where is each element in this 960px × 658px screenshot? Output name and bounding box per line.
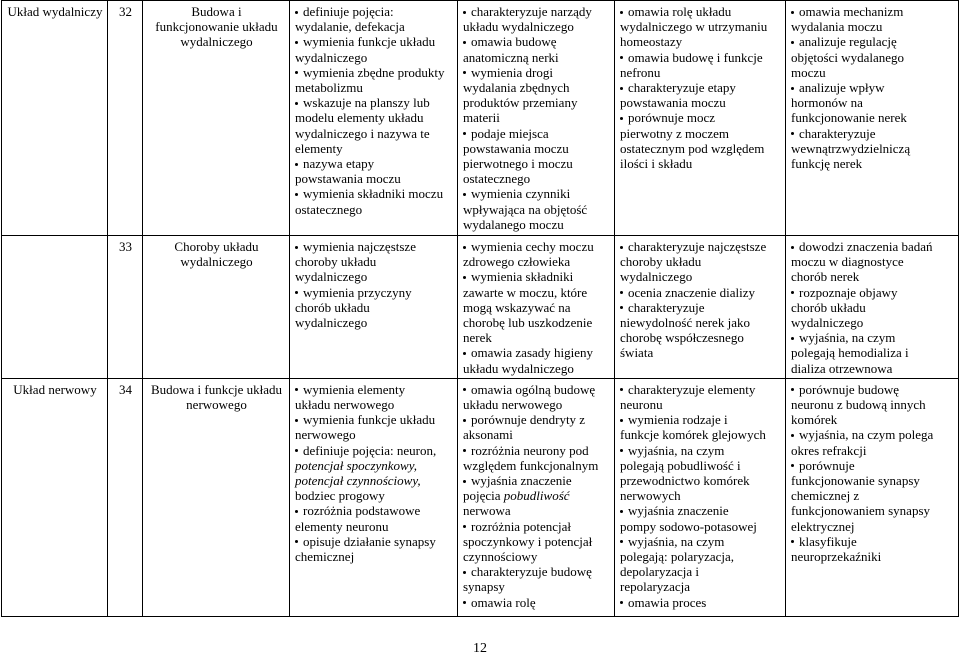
- requirement-bullet: [620, 503, 781, 518]
- bullet-dot-icon: [791, 337, 794, 340]
- requirement-text: wyjaśnia, na czym: [799, 330, 896, 346]
- requirement-bullet: [463, 443, 610, 458]
- requirement-continuation: [463, 488, 610, 503]
- requirement-continuation: chemicznej: [295, 549, 355, 565]
- requirement-text: omawia ogólną budowę: [471, 381, 596, 397]
- bullet-dot-icon: [791, 87, 794, 90]
- requirement-bullet: [620, 382, 781, 397]
- requirement-bullet: [620, 412, 781, 427]
- bullet-dot-icon: [295, 41, 298, 44]
- requirement-text: charakteryzuje najczęstsze: [628, 239, 767, 254]
- requirement-bullet: [463, 65, 610, 80]
- requirement-text: wymienia składniki: [471, 269, 574, 285]
- requirement-continuation: funkcjonowanie nerek: [791, 110, 907, 126]
- bullet-dot-icon: [295, 449, 298, 452]
- bullet-dot-icon: [791, 540, 794, 543]
- section-cell: Układ nerwowy: [2, 378, 108, 616]
- requirement-text: wymienia rodzaje i: [628, 412, 728, 428]
- requirement-continuation: materii: [463, 110, 500, 126]
- section-cell: [2, 236, 108, 379]
- requirement-text: analizuje regulację: [799, 34, 897, 50]
- requirements-cell-col2: [458, 1, 615, 236]
- requirement-text: wymienia funkcje układu: [303, 34, 436, 50]
- requirement-continuation: wewnątrzwydzielniczą: [791, 140, 911, 156]
- requirement-continuation: moczu w diagnostyce: [791, 254, 904, 270]
- table-row: [2, 378, 959, 616]
- requirements-cell-col4: [786, 1, 959, 236]
- requirement-bullet: [463, 269, 610, 284]
- requirements-cell-col4: [786, 378, 959, 616]
- requirement-text: wskazuje na planszy lub: [303, 95, 430, 111]
- requirement-continuation: pompy sodowo-potasowej: [620, 518, 757, 534]
- requirement-bullet: [620, 4, 781, 19]
- requirement-text: wymienia drogi: [471, 64, 553, 80]
- bullet-dot-icon: [620, 306, 623, 309]
- requirement-text: definiuje pojęcia:: [303, 4, 394, 19]
- requirement-continuation: wydalniczego: [295, 315, 368, 331]
- requirement-bullet: [791, 427, 954, 442]
- requirement-text: wyjaśnia, na czym: [628, 533, 725, 549]
- requirement-text: omawia budowę i funkcje: [628, 49, 763, 65]
- bullet-dot-icon: [463, 352, 466, 355]
- requirement-text: rozróżnia potencjał: [471, 518, 571, 534]
- requirement-continuation: funkcje komórek glejowych: [620, 427, 766, 443]
- requirement-bullet: [463, 345, 610, 360]
- requirement-continuation: wydalanego moczu: [463, 216, 564, 232]
- requirements-cell-col3: [615, 1, 786, 236]
- bullet-dot-icon: [620, 449, 623, 452]
- requirement-bullet: [463, 239, 610, 254]
- requirement-term: potencjał spoczynkowy,: [295, 457, 418, 473]
- requirement-continuation: wydalania zbędnych: [463, 80, 570, 96]
- requirement-continuation: wydalniczego w utrzymaniu: [620, 19, 768, 35]
- lesson-number: 34: [108, 378, 143, 616]
- requirement-continuation: chorób układu: [791, 299, 866, 315]
- requirement-continuation: nefronu: [620, 64, 661, 80]
- requirement-text: omawia budowę: [471, 34, 557, 50]
- curriculum-table: [1, 0, 959, 617]
- requirement-continuation: przewodnictwo komórek: [620, 473, 750, 489]
- bullet-dot-icon: [791, 11, 794, 14]
- requirement-continuation: komórek: [791, 412, 838, 428]
- requirement-text: klasyfikuje: [799, 533, 857, 549]
- requirement-text: charakteryzuje narządy: [471, 4, 592, 19]
- requirement-text: rozróżnia neurony pod: [471, 442, 589, 458]
- bullet-dot-icon: [463, 525, 466, 528]
- bullet-dot-icon: [463, 571, 466, 574]
- bullet-dot-icon: [620, 540, 623, 543]
- requirement-continuation: ostatecznego: [463, 171, 531, 187]
- requirement-continuation: świata: [620, 345, 654, 361]
- bullet-dot-icon: [295, 11, 298, 14]
- bullet-dot-icon: [295, 163, 298, 166]
- requirement-bullet: [295, 443, 453, 458]
- bullet-dot-icon: [791, 291, 794, 294]
- requirement-continuation: moczu: [791, 64, 826, 80]
- requirement-text: podaje miejsca: [471, 125, 549, 141]
- bullet-dot-icon: [791, 388, 794, 391]
- requirement-bullet: [463, 34, 610, 49]
- bullet-dot-icon: [463, 601, 466, 604]
- requirement-continuation: czynnościowy: [463, 549, 538, 565]
- table-row: [2, 1, 959, 236]
- requirement-continuation: wydalanie, defekacja: [295, 19, 405, 35]
- requirement-text: wymienia cechy moczu: [471, 239, 594, 254]
- bullet-dot-icon: [295, 291, 298, 294]
- requirement-text: wymienia czynniki: [471, 186, 571, 202]
- requirement-bullet: [463, 382, 610, 397]
- requirement-bullet: [463, 412, 610, 427]
- requirement-text: wyjaśnia, na czym: [628, 442, 725, 458]
- lesson-number: 32: [108, 1, 143, 236]
- bullet-dot-icon: [463, 11, 466, 14]
- requirement-bullet: [463, 186, 610, 201]
- requirement-continuation: neuronu z budową innych: [791, 397, 926, 413]
- requirement-bullet: [620, 110, 781, 125]
- lesson-topic: Budowa i funkcjonowanie układu wydalniczego: [143, 1, 290, 236]
- requirement-text: omawia zasady higieny: [471, 345, 594, 361]
- requirement-text: charakteryzuje budowę: [471, 564, 592, 580]
- requirement-text: wymienia funkcje układu: [303, 412, 436, 428]
- lesson-topic: Choroby układu wydalniczego: [143, 236, 290, 379]
- requirement-continuation: układu nerwowego: [463, 397, 563, 413]
- requirement-term: potencjał czynnościowy,: [295, 473, 421, 489]
- bullet-dot-icon: [463, 246, 466, 249]
- requirement-bullet: [791, 239, 954, 254]
- bullet-dot-icon: [791, 246, 794, 249]
- requirement-continuation: depolaryzacja i: [620, 564, 700, 580]
- requirements-cell-col1: [290, 1, 458, 236]
- requirement-continuation: powstawania moczu: [463, 140, 569, 156]
- requirement-continuation: bodziec progowy: [295, 488, 385, 504]
- requirement-continuation: chemicznej z: [791, 488, 860, 504]
- requirement-continuation: zdrowego człowieka: [463, 254, 571, 270]
- requirement-bullet: [463, 595, 610, 610]
- requirement-continuation: wydalniczego: [791, 315, 864, 331]
- requirement-text: porównuje: [799, 457, 855, 473]
- bullet-dot-icon: [620, 510, 623, 513]
- requirement-continuation: ilości i składu: [620, 156, 693, 172]
- requirement-bullet: [463, 519, 610, 534]
- requirement-bullet: [791, 534, 954, 549]
- requirement-continuation: polegają pobudliwość i: [620, 457, 741, 473]
- lesson-number: 33: [108, 236, 143, 379]
- requirement-continuation: choroby układu: [620, 254, 702, 270]
- requirement-text: charakteryzuje elementy: [628, 381, 756, 397]
- requirement-continuation: wydalniczego i nazywa te: [295, 125, 430, 141]
- bullet-dot-icon: [620, 601, 623, 604]
- requirement-bullet: [295, 503, 453, 518]
- requirement-text: porównuje dendryty z: [471, 412, 586, 428]
- requirement-continuation: wydalania moczu: [791, 19, 883, 35]
- requirement-text: wymienia przyczyny: [303, 284, 412, 300]
- bullet-dot-icon: [295, 388, 298, 391]
- requirement-continuation: objętości wydalanego: [791, 49, 904, 65]
- requirement-continuation: anatomiczną nerki: [463, 49, 559, 65]
- requirement-continuation: funkcję nerek: [791, 156, 863, 172]
- requirement-bullet: [620, 595, 781, 610]
- requirement-term: pobudliwość: [503, 488, 570, 504]
- requirement-continuation: nerwowa: [463, 503, 511, 519]
- requirement-bullet: [791, 285, 954, 300]
- requirement-continuation: okres refrakcji: [791, 442, 867, 458]
- requirement-bullet: [620, 50, 781, 65]
- requirement-bullet: [295, 65, 453, 80]
- requirement-text: porównuje mocz: [628, 110, 716, 126]
- requirements-cell-col3: [615, 378, 786, 616]
- page-number: 12: [473, 641, 487, 656]
- requirement-continuation: nerwowych: [620, 488, 681, 504]
- bullet-dot-icon: [791, 41, 794, 44]
- bullet-dot-icon: [620, 291, 623, 294]
- requirement-bullet: [463, 4, 610, 19]
- requirement-bullet: [295, 156, 453, 171]
- section-cell: Układ wydalniczy: [2, 1, 108, 236]
- requirement-text: analizuje wpływ: [799, 80, 885, 96]
- lesson-topic: Budowa i funkcje układu nerwowego: [143, 378, 290, 616]
- requirements-cell-col1: [290, 236, 458, 379]
- requirement-continuation: powstawania moczu: [620, 95, 726, 111]
- requirement-text: wymienia elementy: [303, 381, 406, 397]
- requirement-bullet: [791, 458, 954, 473]
- requirement-bullet: [791, 330, 954, 345]
- bullet-dot-icon: [791, 464, 794, 467]
- requirement-text: nazywa etapy: [303, 156, 375, 172]
- requirements-cell-col3: [615, 236, 786, 379]
- requirement-continuation: pierwotny z moczem: [620, 125, 730, 141]
- bullet-dot-icon: [295, 102, 298, 105]
- requirement-bullet: [791, 382, 954, 397]
- requirement-continuation: metabolizmu: [295, 80, 363, 96]
- requirement-continuation: funkcjonowaniem synapsy: [791, 503, 931, 519]
- requirement-text: charakteryzuje: [628, 299, 705, 315]
- bullet-dot-icon: [463, 480, 466, 483]
- requirement-bullet: [463, 564, 610, 579]
- requirement-continuation: wydalniczego: [620, 269, 693, 285]
- bullet-dot-icon: [295, 510, 298, 513]
- requirement-text: wyjaśnia znaczenie: [628, 503, 729, 519]
- bullet-dot-icon: [463, 419, 466, 422]
- requirement-continuation: wydalniczego: [295, 49, 368, 65]
- requirement-bullet: [620, 443, 781, 458]
- requirement-text: omawia proces: [628, 594, 707, 610]
- requirement-text: charakteryzuje: [799, 125, 876, 141]
- requirement-continuation: synapsy: [463, 579, 505, 595]
- requirement-bullet: [295, 285, 453, 300]
- bullet-dot-icon: [463, 71, 466, 74]
- requirement-continuation: chorobę współczesnego: [620, 330, 744, 346]
- requirement-continuation: układu wydalniczego: [463, 19, 574, 35]
- requirement-continuation: nerwowego: [295, 427, 356, 443]
- requirement-bullet: [791, 4, 954, 19]
- bullet-dot-icon: [463, 388, 466, 391]
- requirement-text: ocenia znaczenie dializy: [628, 284, 756, 300]
- bullet-dot-icon: [463, 41, 466, 44]
- requirement-bullet: [295, 186, 453, 201]
- requirement-continuation: neuronu: [620, 397, 663, 413]
- requirement-text: omawia mechanizm: [799, 4, 904, 19]
- requirement-continuation: ostatecznym pod względem: [620, 140, 765, 156]
- requirement-continuation: układu nerwowego: [295, 397, 395, 413]
- requirement-bullet: [295, 534, 453, 549]
- requirement-continuation: nerek: [463, 330, 492, 346]
- requirement-continuation: repolaryzacja: [620, 579, 691, 595]
- bullet-dot-icon: [620, 56, 623, 59]
- requirement-text: dowodzi znaczenia badań: [799, 239, 933, 254]
- bullet-dot-icon: [791, 132, 794, 135]
- requirement-continuation: powstawania moczu: [295, 171, 401, 187]
- bullet-dot-icon: [463, 193, 466, 196]
- requirement-continuation: hormonów na: [791, 95, 863, 111]
- bullet-dot-icon: [620, 11, 623, 14]
- requirement-continuation: wydalniczego: [295, 269, 368, 285]
- requirement-continuation: polegają hemodializa i: [791, 345, 909, 361]
- requirement-bullet: [620, 80, 781, 95]
- requirement-continuation: produktów przemiany: [463, 95, 578, 111]
- requirement-text: wyjaśnia znaczenie: [471, 473, 572, 489]
- requirement-text: wymienia zbędne produkty: [303, 64, 445, 80]
- requirement-bullet: [620, 239, 781, 254]
- bullet-dot-icon: [620, 246, 623, 249]
- requirement-bullet: [463, 126, 610, 141]
- requirement-bullet: [791, 80, 954, 95]
- requirement-continuation: dializa otrzewnowa: [791, 360, 893, 376]
- bullet-dot-icon: [295, 419, 298, 422]
- requirement-bullet: [791, 126, 954, 141]
- requirement-bullet: [620, 534, 781, 549]
- requirement-continuation: pierwotnego i moczu: [463, 156, 573, 172]
- requirement-text: pojęcia: [463, 488, 504, 504]
- requirement-continuation: względem funkcjonalnym: [463, 457, 599, 473]
- bullet-dot-icon: [463, 276, 466, 279]
- requirement-continuation: niewydolność nerek jako: [620, 315, 750, 331]
- requirement-bullet: [791, 34, 954, 49]
- requirement-continuation: choroby układu: [295, 254, 377, 270]
- requirement-bullet: [295, 95, 453, 110]
- bullet-dot-icon: [620, 419, 623, 422]
- requirement-continuation: homeostazy: [620, 34, 683, 50]
- requirement-text: rozpoznaje objawy: [799, 284, 898, 300]
- requirement-bullet: [463, 473, 610, 488]
- requirement-continuation: elektrycznej: [791, 518, 855, 534]
- requirement-text: wymienia składniki moczu: [303, 186, 444, 202]
- requirement-bullet: [295, 239, 453, 254]
- requirement-continuation: chorób nerek: [791, 269, 860, 285]
- bullet-dot-icon: [463, 132, 466, 135]
- requirement-continuation: elementy: [295, 140, 343, 156]
- requirement-text: definiuje pojęcia: neuron,: [303, 442, 437, 458]
- bullet-dot-icon: [620, 87, 623, 90]
- requirement-continuation: neuroprzekaźniki: [791, 549, 882, 565]
- bullet-dot-icon: [791, 434, 794, 437]
- requirement-continuation: mogą wskazywać na: [463, 299, 571, 315]
- requirement-bullet: [620, 285, 781, 300]
- requirement-continuation: elementy neuronu: [295, 518, 389, 534]
- bullet-dot-icon: [295, 193, 298, 196]
- requirement-continuation: ostatecznego: [295, 201, 363, 217]
- requirement-bullet: [295, 34, 453, 49]
- bullet-dot-icon: [463, 449, 466, 452]
- requirement-continuation: wpływająca na objętość: [463, 201, 588, 217]
- requirement-text: omawia rolę: [471, 594, 536, 610]
- requirement-text: wymienia najczęstsze: [303, 239, 416, 254]
- requirement-continuation: funkcjonowanie synapsy: [791, 473, 920, 489]
- requirement-text: charakteryzuje etapy: [628, 80, 736, 96]
- requirement-continuation: modelu elementy układu: [295, 110, 424, 126]
- requirement-text: porównuje budowę: [799, 381, 900, 397]
- requirement-continuation: spoczynkowy i potencjał: [463, 533, 593, 549]
- requirement-continuation: chorób układu: [295, 299, 370, 315]
- requirement-continuation: zawarte w moczu, które: [463, 284, 588, 300]
- requirements-cell-col2: [458, 236, 615, 379]
- bullet-dot-icon: [295, 71, 298, 74]
- requirement-text: rozróżnia podstawowe: [303, 503, 421, 519]
- requirement-text: opisuje działanie synapsy: [303, 533, 436, 549]
- requirements-cell-col1: [290, 378, 458, 616]
- requirements-cell-col2: [458, 378, 615, 616]
- requirement-bullet: [620, 300, 781, 315]
- bullet-dot-icon: [295, 540, 298, 543]
- bullet-dot-icon: [620, 388, 623, 391]
- requirement-continuation: układu wydalniczego: [463, 360, 574, 376]
- requirements-cell-col4: [786, 236, 959, 379]
- requirement-bullet: [295, 412, 453, 427]
- requirement-continuation: polegają: polaryzacja,: [620, 549, 735, 565]
- requirement-continuation: chorobę lub uszkodzenie: [463, 315, 593, 331]
- requirement-text: wyjaśnia, na czym polega: [799, 427, 934, 443]
- bullet-dot-icon: [620, 117, 623, 120]
- requirement-bullet: [295, 4, 453, 19]
- requirement-text: omawia rolę układu: [628, 4, 732, 19]
- bullet-dot-icon: [295, 246, 298, 249]
- requirement-continuation: aksonami: [463, 427, 513, 443]
- requirement-bullet: [295, 382, 453, 397]
- table-row: [2, 236, 959, 379]
